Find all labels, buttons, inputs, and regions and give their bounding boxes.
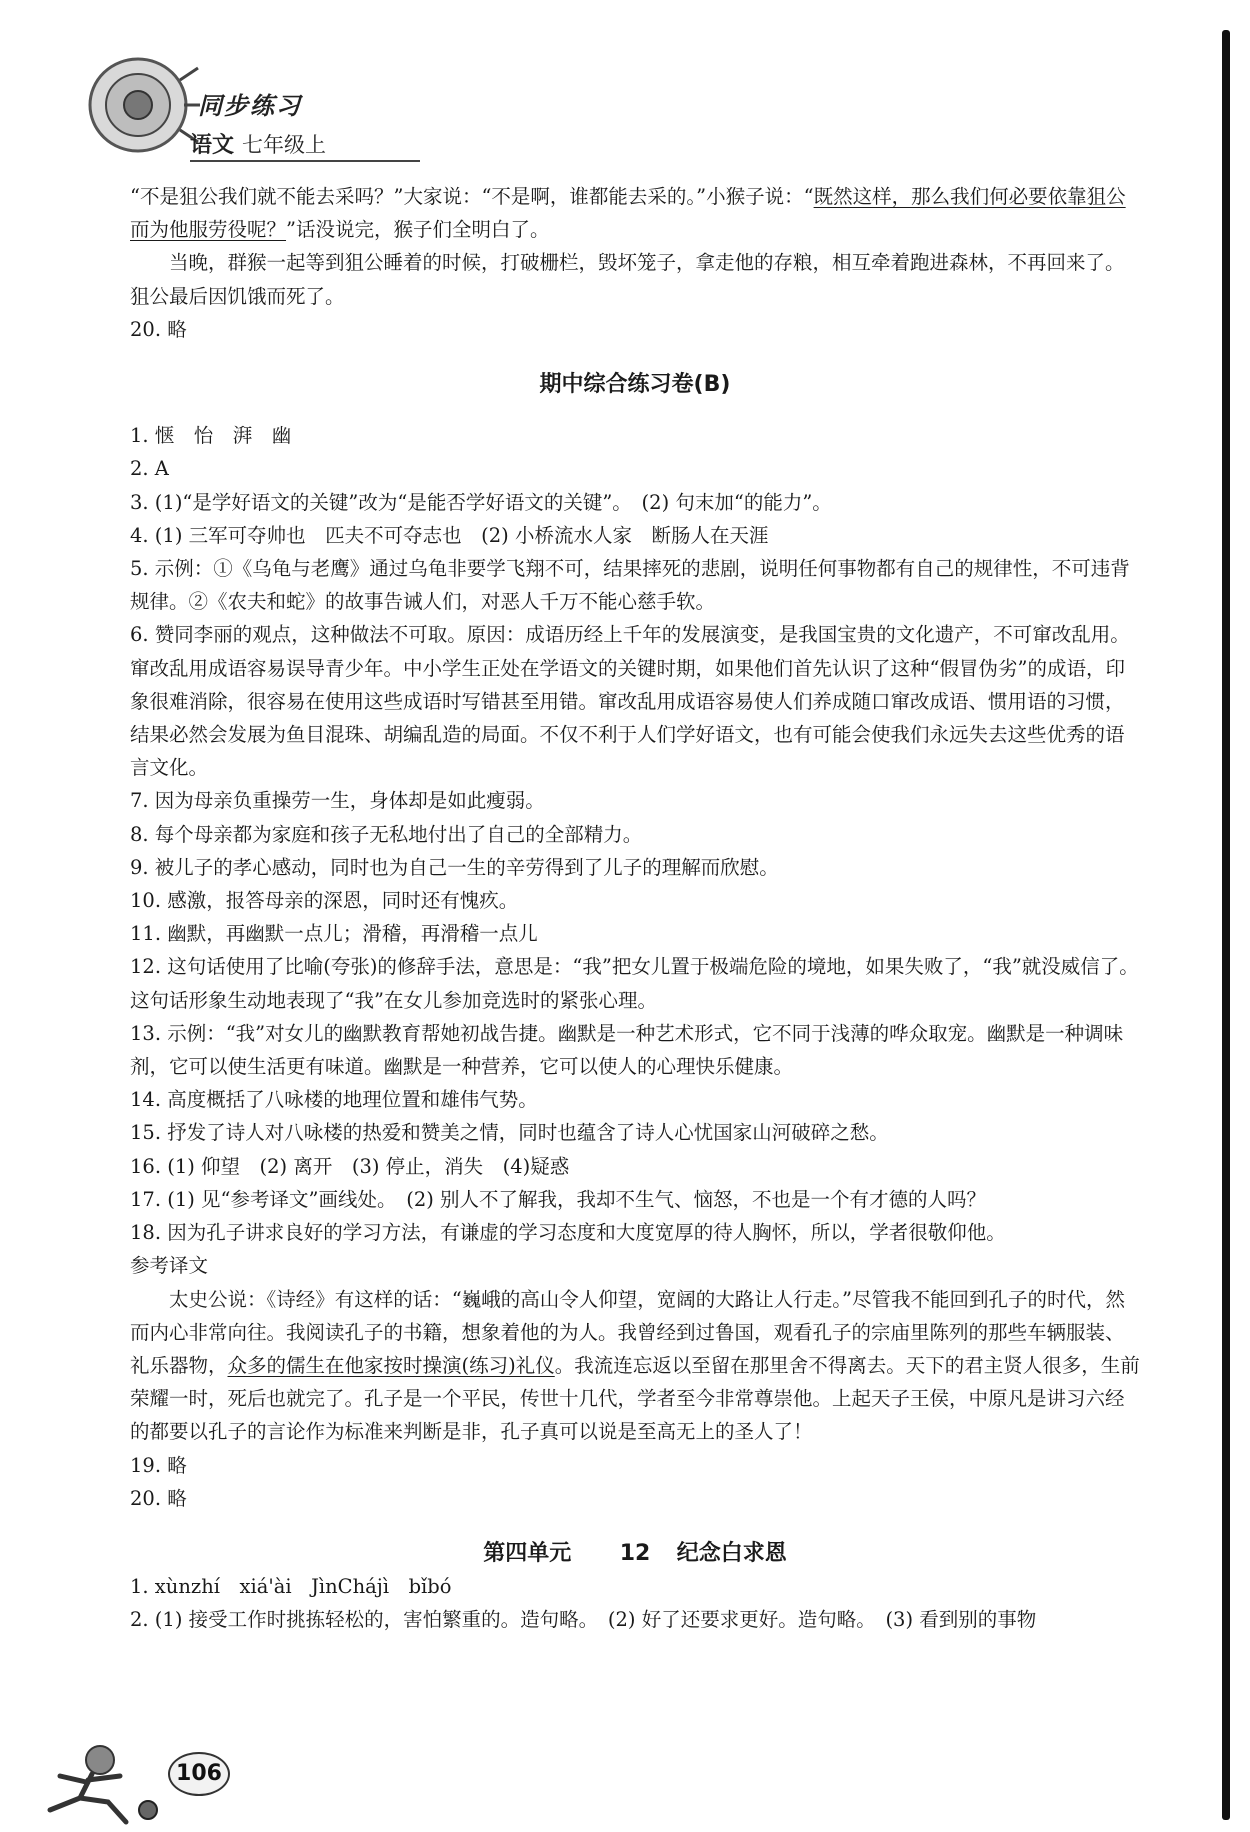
answer-item: 2. (1) 接受工作时挑拣轻松的，害怕繁重的。造句略。 (2) 好了还要求更好。造句略。 (3) 看到别的事物 xyxy=(130,1608,1037,1632)
answer-item: 13. 示例：“我”对女儿的幽默教育帮她初战告捷。幽默是一种艺术形式，它不同于浅薄的哗众取宠。幽默是一种调味剂，它可以使生活更有味道。幽默是一种营养，它可以使人的心理快乐健康。 xyxy=(130,1021,1124,1079)
answer-item: 12. 这句话使用了比喻(夸张)的修辞手法，意思是：“我”把女儿置于极端危险的境地，如果失败了，“我”就没威信了。这句话形象生动地表现了“我”在女儿参加竞选时的紧张心理。 xyxy=(130,955,1139,1012)
reference-label: 参考译文 xyxy=(130,1254,209,1278)
page-footer xyxy=(30,1740,250,1830)
lesson-title xyxy=(130,1537,1140,1570)
answer-item: 14. 高度概括了八咏楼的地理位置和雄伟气势。 xyxy=(130,1088,538,1112)
text-run: ”话没说完，猴子们全明白了。 xyxy=(286,218,550,242)
lesson-number: 12 xyxy=(619,1540,651,1566)
answer-item: 4. (1) 三军可夺帅也 匹夫不可夺志也 (2) 小桥流水人家 断肠人在天涯 xyxy=(130,523,769,547)
underlined-text: 众多的儒生在他家按时操演(练习)礼仪 xyxy=(227,1353,555,1377)
subject-label: 语文 xyxy=(190,133,235,158)
answer-item: 1. 惬 怡 湃 幽 xyxy=(130,424,292,448)
answer-item: 7. 因为母亲负重操劳一生，身体却是如此瘦弱。 xyxy=(130,789,545,813)
answer-item: 20. 略 xyxy=(130,317,187,341)
answer-item: 15. 抒发了诗人对八咏楼的热爱和赞美之情，同时也蕴含了诗人心忧国家山河破碎之愁。 xyxy=(130,1121,889,1145)
answer-item: 20. 略 xyxy=(130,1486,187,1510)
answer-item: 19. 略 xyxy=(130,1453,187,1477)
unit-label: 第四单元 xyxy=(483,1540,572,1566)
grade-label: 七年级上 xyxy=(242,133,327,157)
page-binding-edge xyxy=(1222,30,1230,1820)
section-title: 期中综合练习卷(B) xyxy=(539,372,731,398)
answer-item: 18. 因为孔子讲求良好的学习方法，有谦虚的学习态度和大度宽厚的待人胸怀，所以，学者很敬仰他。 xyxy=(130,1221,1006,1245)
book-header xyxy=(60,50,400,170)
answer-item: 2. A xyxy=(130,457,169,481)
answer-item: 9. 被儿子的孝心感动，同时也为自己一生的辛劳得到了儿子的理解而欣慰。 xyxy=(130,855,779,879)
underlined-text: 靠狙公而为他服劳役呢？ xyxy=(130,185,1126,242)
runner-mascot-icon xyxy=(30,1740,180,1830)
answer-item: 1. xùnzhí xiá'ài JìnChájì bǐbó xyxy=(130,1575,452,1599)
text-run: “不是狙公我们就不能去采吗？”大家说：“不是啊，谁都能去采的。”小猴子说：“ xyxy=(130,185,814,208)
answer-item: 17. (1) 见“参考译文”画线处。 (2) 别人不了解我，我却不生气、恼怒，不也是一个有才德的人吗？ xyxy=(130,1187,987,1211)
answer-item: 10. 感激，报答母亲的深恩，同时还有愧疚。 xyxy=(130,889,519,913)
text-run: 太史公说：《诗经》有这样的话：“巍峨的高山令人仰望，宽阔的大路让人行走。”尽管我不能回到孔子的时代，然而内心非常向往。我阅读孔子的书籍，想象着他的为人。我曾经到过鲁国，观看孔子的宗庙里陈列的那些车辆服装、礼乐器物， xyxy=(130,1287,1125,1377)
answer-content xyxy=(130,180,1140,1637)
answer-item: 11. 幽默，再幽默一点儿；滑稽，再滑稽一点儿 xyxy=(130,922,538,946)
reference-translation xyxy=(130,1283,1140,1449)
answer-item: 6. 赞同李丽的观点，这种做法不可取。原因：成语历经上千年的发展演变，是我国宝贵的文化遗产，不可窜改乱用。窜改乱用成语容易误导青少年。中小学生正处在学语文的关键时期，如果他们首先认识了这种“假冒伪劣”的成语，印象很难消除，很容易在使用这些成语时写错甚至用错。窜改乱用成语容易使人们养成随口窜改成语、惯用语的习惯，结果必然会发展为鱼目混珠、胡编乱造的局面。不仅不利于人们学好语文，也有可能会使我们永远失去这些优秀的语言文化。 xyxy=(130,623,1130,780)
speaker-logo-icon xyxy=(80,50,200,160)
answer-item: 8. 每个母亲都为家庭和孩子无私地付出了自己的全部精力。 xyxy=(130,822,643,846)
text-run: 。我流连忘返以至留在那里舍不得离去。天下的君主贤人很多，生前荣耀一时，死后也就完了。孔子是一个平民，传世十几代，学者至今非常尊崇他。上起天子王侯，中原凡是讲习六经的都要以孔子的言论作为标准来判断是非，孔子真可以说是至高无上的圣人了！ xyxy=(130,1353,1140,1444)
subject-grade xyxy=(190,128,326,159)
page-number: 106 xyxy=(168,1752,230,1796)
answer-item: 3. (1)“是学好语文的关键”改为“是能否学好语文的关键”。 (2) 句末加“的能力”。 xyxy=(130,490,832,514)
lesson-name: 纪念白求恩 xyxy=(676,1540,787,1566)
answer-item: 5. 示例：①《乌龟与老鹰》通过乌龟非要学飞翔不可，结果摔死的悲剧，说明任何事物都有自己的规律性，不可违背规律。②《农夫和蛇》的故事告诫人们，对恶人千万不能心慈手软。 xyxy=(130,557,1130,614)
continuation-paragraph-2: 当晚，群猴一起等到狙公睡着的时候，打破栅栏，毁坏笼子，拿走他的存粮，相互牵着跑进森林，不再回来了。狙公最后因饥饿而死了。 xyxy=(130,251,1125,308)
continuation-paragraph xyxy=(130,180,1140,246)
underlined-text: 既然这样，那么我们何必要依 xyxy=(813,185,1068,208)
series-title: 同步练习 xyxy=(198,92,302,120)
answer-item: 16. (1) 仰望 (2) 离开 (3) 停止，消失 (4)疑惑 xyxy=(130,1154,570,1178)
header-rule xyxy=(190,160,420,162)
